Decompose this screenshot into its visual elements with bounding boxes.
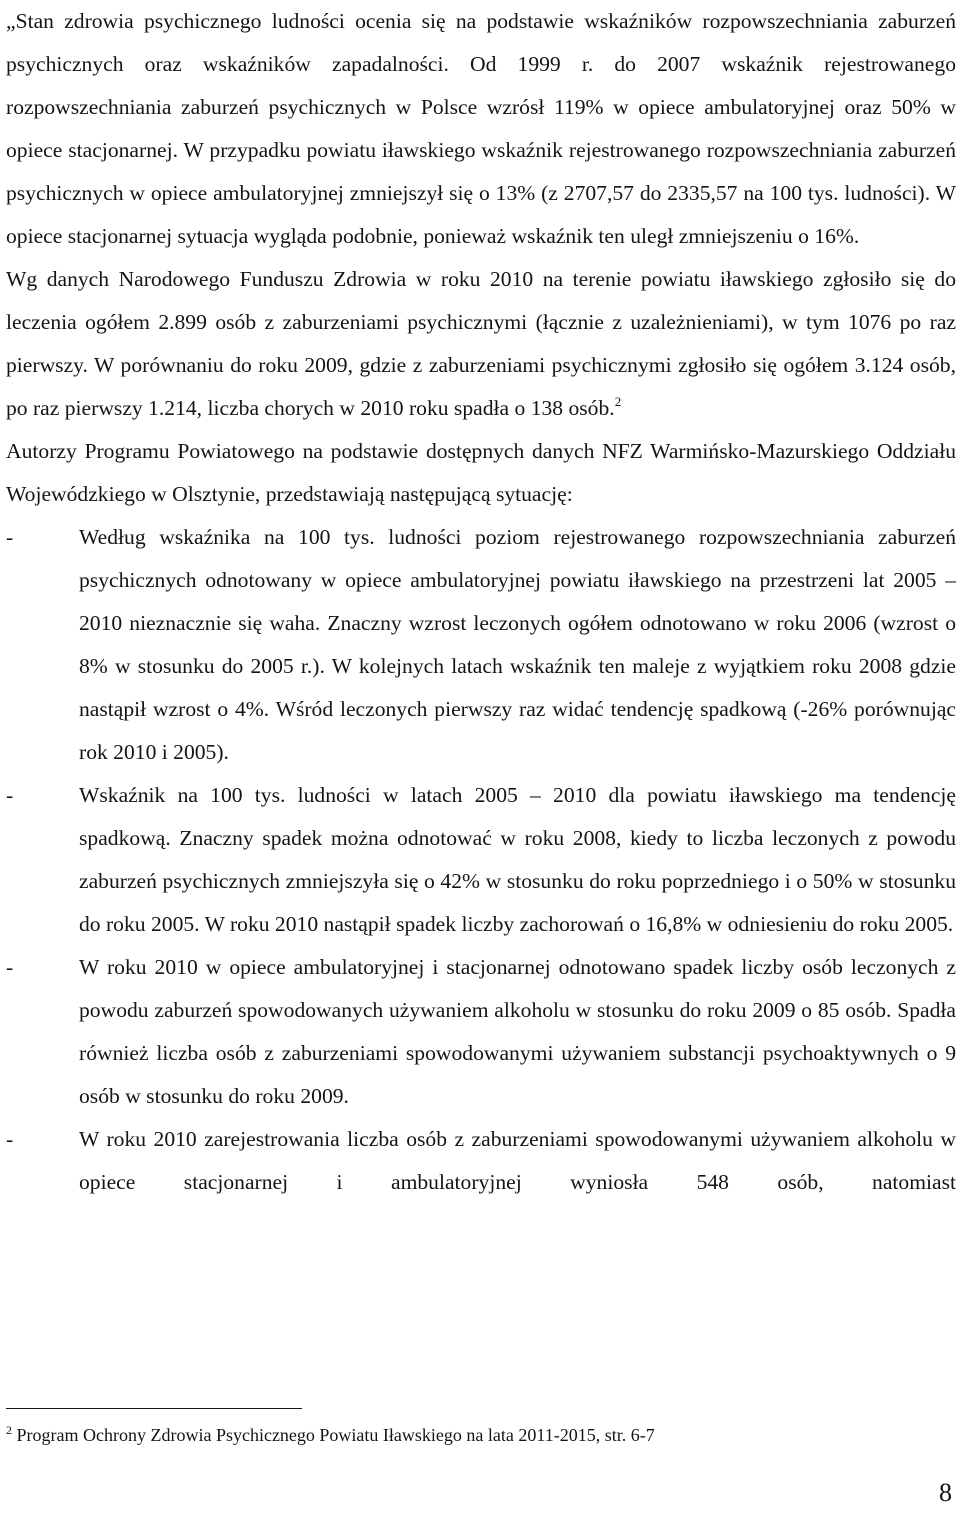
footnote-reference[interactable]: 2: [614, 394, 622, 409]
list-item-text: W roku 2010 zarejestrowania liczba osób z zaburzeniami spowodowanymi używaniem alkoholu w opiece stacjonarnej i ambulatoryjnej wyniosła 548 osób, natomiast: [79, 1127, 956, 1194]
list-item: [6, 1118, 956, 1204]
footnote: [6, 1423, 956, 1447]
page-number: 8: [939, 1478, 952, 1507]
list-item-text: W roku 2010 w opiece ambulatoryjnej i stacjonarnej odnotowano spadek liczby osób leczonych z powodu zaburzeń spowodowanych używaniem alkoholu w stosunku do roku 2009 o 85 osób. Spadła również liczba osób z zaburzeniami spowodowanymi używaniem substancji psychoaktywnych o 9 osób w stosunku do roku 2009.: [79, 955, 956, 1108]
list-item-text: Wskaźnik na 100 tys. ludności w latach 2005 – 2010 dla powiatu iławskiego ma tendencję spadkową. Znaczny spadek można odnotować w roku 2008, kiedy to liczba leczonych z powodu zaburzeń psychicznych zmniejszyła się o 42% w stosunku do roku poprzedniego i o 50% w stosunku do roku 2005. W roku 2010 nastąpił spadek liczby zachorowań o 16,8% w odniesieniu do roku 2005.: [79, 783, 956, 936]
paragraph-text: Autorzy Programu Powiatowego na podstawie dostępnych danych NFZ Warmińsko-Mazurskiego Oddziału Wojewódzkiego w Olsztynie, przedstawiają następującą sytuację:: [6, 439, 956, 506]
footnote-text: Program Ochrony Zdrowia Psychicznego Powiatu Iławskiego na lata 2011-2015, str. 6-7: [16, 1425, 655, 1445]
list-item: [6, 946, 956, 1118]
paragraph-text: Wg danych Narodowego Funduszu Zdrowia w roku 2010 na terenie powiatu iławskiego zgłosiło się do leczenia ogółem 2.899 osób z zaburzeniami psychicznymi (łącznie z uzależnieniami), w tym 1076 po raz pierwszy. W porównaniu do roku 2009, gdzie z zaburzeniami psychicznymi zgłosiło się ogółem 3.124 osób, po raz pierwszy 1.214, liczba chorych w 2010 roku spadła o 138 osób.: [6, 267, 956, 420]
footnote-number: 2: [6, 1423, 12, 1437]
document-page: [6, 0, 956, 1204]
list-item-text: Według wskaźnika na 100 tys. ludności poziom rejestrowanego rozpowszechniania zaburzeń psychicznych odnotowany w opiece ambulatoryjnej powiatu iławskiego na przestrzeni lat 2005 – 2010 nieznacznie się waha. Znaczny wzrost leczonych ogółem odnotowano w roku 2006 (wzrost o 8% w stosunku do 2005 r.). W kolejnych latach wskaźnik ten maleje z wyjątkiem roku 2008 gdzie nastąpił wzrost o 4%. Wśród leczonych pierwszy raz widać tendencję spadkową (-26% porównując rok 2010 i 2005).: [79, 525, 956, 764]
list-marker: -: [6, 525, 14, 549]
paragraph-text: „Stan zdrowia psychicznego ludności ocenia się na podstawie wskaźników rozpowszechniania zaburzeń psychicznych oraz wskaźników zapadalności. Od 1999 r. do 2007 wskaźnik rejestrowanego rozpowszechniania zaburzeń psychicznych w Polsce wzrósł 119% w opiece ambulatoryjnej oraz 50% w opiece stacjonarnej. W przypadku powiatu iławskiego wskaźnik rejestrowanego rozpowszechniania zaburzeń psychicznych w opiece ambulatoryjnej zmniejszył się o 13% (z 2707,57 do 2335,57 na 100 tys. ludności). W opiece stacjonarnej sytuacja wygląda podobnie, ponieważ wskaźnik ten uległ zmniejszeniu o 16%.: [6, 9, 956, 248]
findings-list: [6, 516, 956, 1204]
list-marker: -: [6, 783, 14, 807]
paragraph-nfz-data: [6, 258, 956, 430]
list-marker: -: [6, 955, 14, 979]
paragraph-quote: [6, 0, 956, 258]
paragraph-authors: [6, 430, 956, 516]
list-item: [6, 774, 956, 946]
footnote-separator: [6, 1408, 302, 1409]
list-marker: -: [6, 1127, 14, 1151]
list-item: [6, 516, 956, 774]
